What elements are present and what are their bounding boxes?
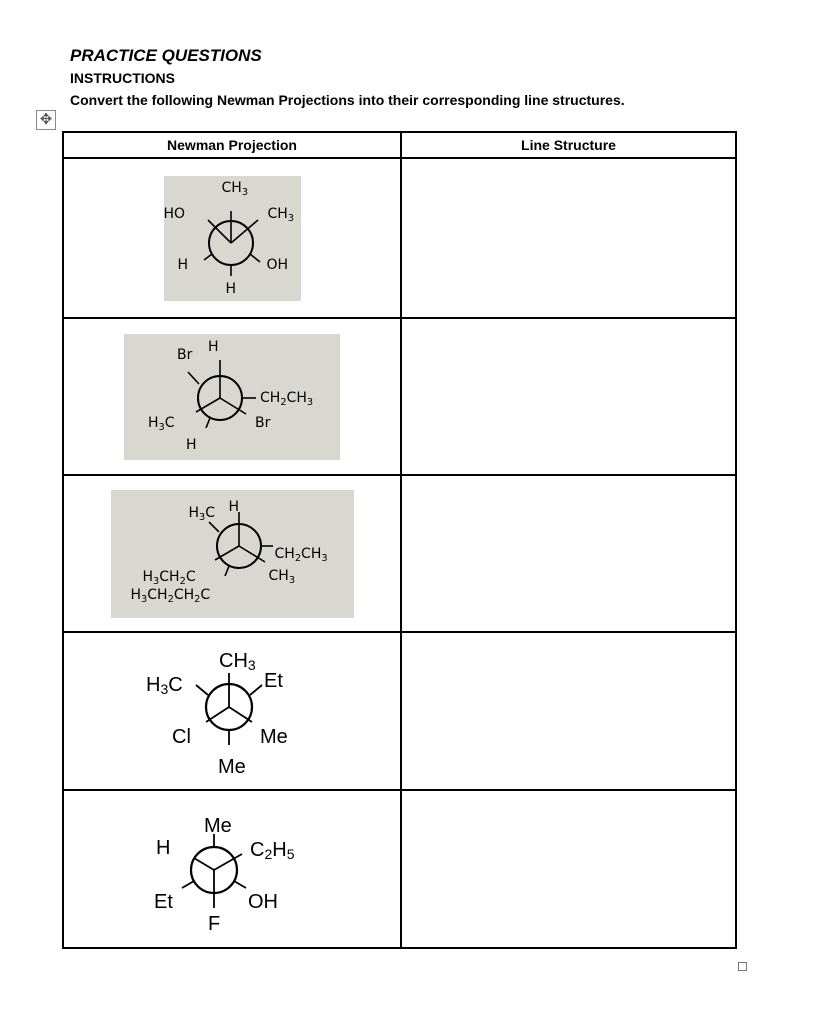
label-et: Et: [264, 670, 283, 692]
label-oh: OH: [266, 256, 289, 273]
label-h-top: H: [228, 498, 240, 515]
header-newman-projection: Newman Projection: [63, 132, 401, 158]
resize-handle-icon[interactable]: [738, 962, 747, 971]
line-structure-cell[interactable]: [401, 790, 736, 948]
label-ch3-right: $CH_3$: [267, 205, 295, 224]
label-h3c: $H_3C$: [148, 414, 175, 433]
label-f: F: [208, 913, 221, 935]
header-line-structure: Line Structure: [401, 132, 736, 158]
label-h3c: $H_3C$: [188, 504, 216, 523]
label-h3c: $H_3C$: [146, 674, 183, 697]
newman-cell: [63, 158, 401, 318]
label-me-right: Me: [260, 726, 288, 748]
label-ch3-top: $CH_3$: [221, 179, 249, 198]
label-c2h5: $C_2H_5$: [250, 839, 295, 862]
newman-projection-2: [124, 334, 340, 460]
label-me-bottom: Me: [218, 756, 246, 778]
label-h-top: H: [208, 338, 219, 355]
label-br-right: Br: [255, 414, 271, 431]
instructions-text: Convert the following Newman Projections into their corresponding line structures.: [70, 92, 625, 108]
label-ch2ch3: $CH_2CH_3$: [274, 545, 328, 564]
table-header-row: [63, 132, 736, 158]
line-structure-cell[interactable]: [401, 632, 736, 790]
page-title: PRACTICE QUESTIONS: [70, 46, 262, 65]
label-h: H: [156, 837, 171, 859]
newman-diagram: [142, 804, 322, 934]
newman-cell: [63, 632, 401, 790]
newman-projection-3: [111, 490, 354, 618]
newman-cell: [63, 318, 401, 475]
newman-projection-1: [164, 176, 301, 301]
label-h-bottom: H: [186, 436, 197, 453]
line-structure-cell[interactable]: [401, 158, 736, 318]
label-cl: Cl: [172, 726, 191, 748]
label-h3ch2ch2c: $H_3CH_2CH_2C$: [130, 586, 211, 605]
label-ch3: $CH_3$: [268, 567, 296, 586]
label-br-top: Br: [177, 346, 193, 363]
line-structure-cell[interactable]: [401, 318, 736, 475]
newman-cell: [63, 790, 401, 948]
table-row: [63, 475, 736, 632]
label-ho: HO: [163, 205, 186, 222]
practice-table: [62, 131, 737, 949]
label-oh: OH: [248, 891, 278, 913]
instructions-heading: INSTRUCTIONS: [70, 70, 175, 86]
table-row: [63, 632, 736, 790]
label-h-bottom: H: [225, 280, 237, 297]
label-et: Et: [154, 891, 173, 913]
table-row: [63, 790, 736, 948]
label-ch3: $CH_3$: [219, 650, 256, 673]
label-ch2ch3: $CH_2CH_3$: [260, 389, 314, 408]
move-icon[interactable]: ✥: [36, 110, 56, 130]
line-structure-cell[interactable]: [401, 475, 736, 632]
newman-projection-5: [142, 804, 322, 934]
table-row: [63, 158, 736, 318]
label-h-left: H: [177, 256, 189, 273]
label-h3ch2c: $H_3CH_2C$: [142, 568, 196, 587]
table-row: [63, 318, 736, 475]
newman-projection-4: [142, 641, 322, 781]
label-me: Me: [204, 815, 232, 837]
newman-cell: [63, 475, 401, 632]
